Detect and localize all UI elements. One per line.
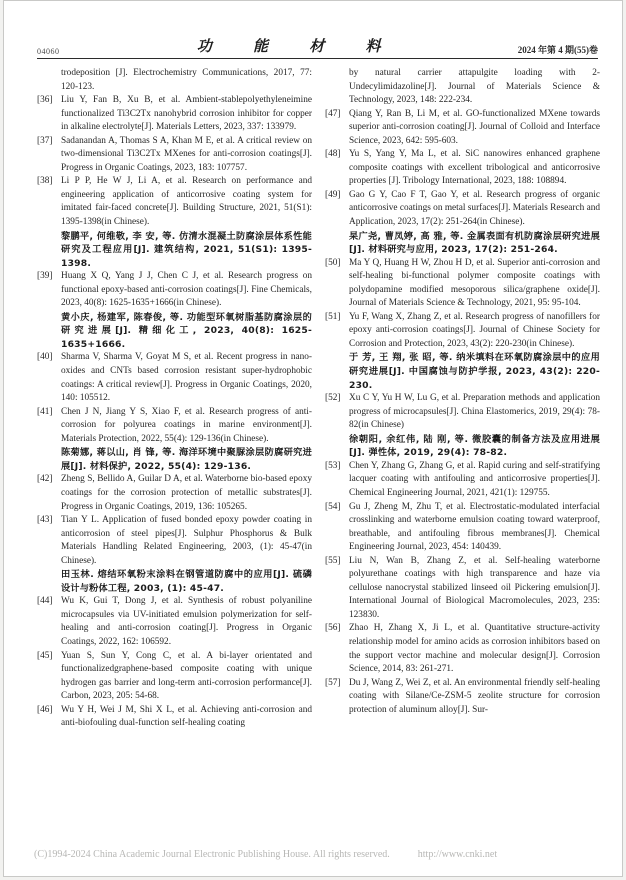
reference-number: [44] (37, 596, 53, 607)
reference-english-text: Wu Y H, Wei J M, Shi X L, et al. Achieving anti-corrosion and anti-biofouling dual-function self-healing coating (61, 704, 312, 729)
reference-number: [57] (325, 677, 341, 688)
reference-english-text: Wu K, Gui T, Dong J, et al. Synthesis of robust polyaniline microcapsules via UV-initiated emulsion polymerization for self-healing and anti-corrosion coating[J]. Progress in Organic Coatings, 2022, 162: 106592. (61, 596, 312, 647)
reference-number: [37] (37, 135, 53, 146)
reference-number: [40] (37, 352, 53, 363)
reference-body (349, 189, 600, 257)
page-footer (34, 849, 602, 860)
reference-body (349, 677, 600, 718)
reference-english-text: Sadanandan A, Thomas S A, Khan M E, et al. A critical review on two-dimensional Ti3C2Tx MXenes for anti-corrosion coatings[J]. Progress in Organic Coatings, 2023, 183: 107757. (61, 135, 312, 173)
reference-entry (37, 406, 312, 474)
reference-body (61, 175, 312, 270)
reference-body (61, 650, 312, 704)
reference-number: [38] (37, 176, 53, 187)
reference-english-text: Yuan S, Sun Y, Cong C, et al. A bi-layer orientated and functionalizedgraphene-based composite coating with unique hydrogen gas barrier and long-term anti-corrosion performance[J]. Carbon, 2023, 205: 54-68. (61, 650, 312, 702)
carryover-text: trodeposition [J]. Electrochemistry Communications, 2017, 77: 120-123. (61, 68, 312, 92)
reference-entry (325, 392, 600, 460)
reference-body (61, 514, 312, 595)
reference-english-text: Gao G Y, Cao F T, Gao Y, et al. Research progress of organic anticorrosive coatings on metal surfaces[J]. Materials Research and Application, 2023, 17(2): 251-264(in Chinese). (349, 189, 600, 228)
reference-entry (37, 351, 312, 405)
reference-entry (37, 514, 312, 595)
reference-entry (325, 148, 600, 189)
reference-body (61, 351, 312, 405)
reference-body (349, 257, 600, 311)
reference-english-text: Chen Y, Zhang G, Zhang G, et al. Rapid curing and self-stratifying lacquer coating with antifouling and anticorrosive properties[J]. Chemical Engineering Journal, 2021, 421(1): 129755. (349, 460, 600, 498)
reference-english-text: Liu Y, Fan B, Xu B, et al. Ambient-stablepolyethyleneimine functionalized Ti3C2Tx nanohybrid corrosion inhibitor for copper in alkaline electrolyte[J]. Materials Letters, 2023, 337: 133979. (61, 95, 312, 133)
issue-info: 2024 年第 4 期(55)卷 (517, 45, 598, 55)
reference-body (61, 270, 312, 351)
reference-english-text: Li P P, He W J, Li A, et al. Research on performance and engineering application of anticorrosive coating system for imitated fair-faced concrete[J]. Building Structure, 2021, 51(S1): 1395-1398(in Chinese). (61, 176, 312, 228)
reference-number: [46] (37, 704, 53, 715)
copyright-text: (C)1994-2024 China Academic Journal Electronic Publishing House. All rights reserved. (34, 849, 390, 860)
reference-body (349, 108, 600, 149)
reference-english-text: Huang X Q, Yang J J, Chen C J, et al. Research progress on functional epoxy-based anti-corrosion coatings[J]. Fine Chemicals, 2023, 40(8): 1625-1635+1666(in Chinese). (61, 271, 312, 309)
reference-number: [49] (325, 189, 341, 200)
reference-entry (325, 555, 600, 623)
reference-english-text: Chen J N, Jiang Y S, Xiao F, et al. Research progress of anti-corrosion for polyurea coatings in marine environment[J]. Materials Protection, 2022, 55(4): 129-136(in Chinese). (61, 406, 312, 444)
reference-entry (37, 94, 312, 135)
reference-body (61, 94, 312, 135)
reference-number: [51] (325, 311, 341, 322)
reference-number: [50] (325, 257, 341, 268)
reference-english-text: Gu J, Zheng M, Zhu T, et al. Electrostatic-modulated interfacial crosslinking and waterborne emulsion coating toward waterproof, breathable, and antifouling fibrous membranes[J]. Chemical Engineering Journal, 2023, 454: 140439. (349, 501, 600, 553)
reference-number: [41] (37, 406, 53, 417)
reference-body (61, 135, 312, 176)
reference-body (61, 704, 312, 731)
reference-number: [55] (325, 555, 341, 566)
reference-english-text: Du J, Wang Z, Wei Z, et al. An environmental friendly self-healing coating with Silane/Ce-ZSM-5 zeolite structure for corrosion protection of aluminum alloy[J]. Sur- (349, 677, 600, 715)
reference-body (61, 406, 312, 474)
reference-body (349, 148, 600, 189)
reference-entry (325, 257, 600, 311)
reference-chinese-text: 黄小庆, 杨建军, 陈春俊, 等. 功能型环氧树脂基防腐涂层的研究进展[J]. 精细化工, 2023, 40(8): 1625-1635+1666. (61, 311, 312, 350)
reference-body (349, 622, 600, 676)
reference-entry (325, 189, 600, 257)
reference-number: [52] (325, 393, 341, 404)
journal-title: 功 能 材 料 (196, 37, 399, 55)
reference-english-text: Liu N, Wan B, Zhang Z, et al. Self-healing waterborne polyurethane coatings with high transparence and haze via cellulose nanocrystal stabilized linseed oil Pickering emulsion[J]. International Journal of Biological Macromolecules, 2023, 235: 123830. (349, 555, 600, 620)
reference-entry (37, 175, 312, 270)
reference-chinese-text: 黎鹏平, 何维敬, 李 安, 等. 仿清水混凝土防腐涂层体系性能研究及工程应用[J]. 建筑结构, 2021, 51(S1): 1395-1398. (61, 230, 312, 269)
page-header (37, 37, 598, 59)
reference-entry (325, 108, 600, 149)
reference-english-text: Ma Y Q, Huang H W, Zhou H D, et al. Superior anti-corrosion and self-healing bi-functional polymer composite coatings with polydopamine modified mesoporous silica/graphene oxide[J]. Journal of Materials Science & Technology, 2021, 95: 95-104. (349, 257, 600, 309)
reference-chinese-text: 陈菊娜, 蒋以山, 肖 锋, 等. 海洋环境中聚脲涂层防腐研究进展[J]. 材料保护, 2022, 55(4): 129-136. (61, 447, 312, 472)
reference-entry (325, 622, 600, 676)
reference-english-text: Qiang Y, Ran B, Li M, et al. GO-functionalized MXene towards superior anti-corrosion coating[J]. Journal of Colloid and Interface Science, 2023, 642: 595-603. (349, 108, 600, 146)
reference-entry (325, 677, 600, 718)
reference-entry (325, 460, 600, 501)
reference-english-text: Tian Y L. Application of fused bonded epoxy powder coating in anticorrosion of steel pipes[J]. Sulphur Phosphorus & Bulk Materials Handling Related Engineering, 2003, (1): 45-47(in Chinese). (61, 515, 312, 566)
reference-chinese-text: 徐朝阳, 余红伟, 陆 刚, 等. 微胶囊的制备方法及应用进展[J]. 弹性体, 2019, 29(4): 78-82. (349, 433, 600, 459)
reference-number: [48] (325, 149, 341, 160)
cnki-url: http://www.cnki.net (417, 849, 498, 860)
reference-english-text: Zheng S, Bellido A, Guilar D A, et al. Waterborne bio-based epoxy coatings for the corrosion protection of metallic substrates[J]. Progress in Organic Coatings, 2019, 136: 105265. (61, 474, 312, 512)
reference-entry (325, 501, 600, 555)
left-column (37, 67, 312, 731)
reference-number: [45] (37, 650, 53, 661)
reference-english-text: Yu F, Wang X, Zhang Z, et al. Research progress of nanofillers for epoxy anti-corrosion coatings[J]. Journal of Chinese Society for Corrosion and Protection, 2023, 43(2): 220-230(in Chinese). (349, 311, 600, 349)
reference-number: [36] (37, 95, 53, 106)
reference-entry (37, 473, 312, 514)
reference-number: [47] (325, 108, 341, 119)
reference-number: [42] (37, 474, 53, 485)
reference-body (349, 311, 600, 392)
reference-english-text: Zhao H, Zhang X, Ji L, et al. Quantitative structure-activity relationship model for amino acids as corrosion inhibitors based on the support vector machine and molecular design[J]. Corrosion Science, 2014, 83: 261-271. (349, 623, 600, 675)
reference-number: [39] (37, 271, 53, 282)
reference-entry (37, 650, 312, 704)
right-column (325, 67, 600, 731)
carryover-text: by natural carrier attapulgite loading with 2-Undecylimidazoline[J]. Journal of Materials Science & Technology, 2023, 148: 222-234. (349, 68, 600, 106)
reference-entry (37, 704, 312, 731)
reference-chinese-text: 杲广尧, 曹凤婷, 高 雅, 等. 金属表面有机防腐涂层研究进展[J]. 材料研究与应用, 2023, 17(2): 251-264. (349, 230, 600, 256)
reference-body (61, 595, 312, 649)
reference-body (61, 473, 312, 514)
journal-page (3, 0, 623, 877)
reference-number: [54] (325, 501, 341, 512)
page-number: 04060 (37, 47, 60, 56)
reference-body (349, 501, 600, 555)
reference-number: [56] (325, 623, 341, 634)
reference-english-text: Yu S, Yang Y, Ma L, et al. SiC nanowires enhanced graphene composite coatings with excellent tribological and anticorrosive properties [J]. Tribology International, 2023, 188: 108894. (349, 149, 600, 187)
reference-entry (37, 135, 312, 176)
references-body (37, 67, 600, 731)
reference-body (349, 392, 600, 460)
reference-entry (325, 311, 600, 392)
reference-body (349, 460, 600, 501)
reference-entry (37, 270, 312, 351)
reference-number: [43] (37, 515, 53, 526)
reference-entry (37, 595, 312, 649)
reference-number: [53] (325, 460, 341, 471)
reference-english-text: Xu C Y, Yu H W, Lu G, et al. Preparation methods and application progress of microcapsules[J]. China Elastomerics, 2019, 29(4): 78-82(in Chinese) (349, 393, 600, 431)
reference-body (349, 555, 600, 623)
reference-english-text: Sharma V, Sharma V, Goyat M S, et al. Recent progress in nano-oxides and CNTs based corrosion resistant super-hydrophobic coatings: A critical review[J]. Progress in Organic Coatings, 2020, 140: 105512. (61, 352, 312, 404)
reference-chinese-text: 于 芳, 王 翔, 张 昭, 等. 纳米填料在环氧防腐涂层中的应用研究进展[J]. 中国腐蚀与防护学报, 2023, 43(2): 220-230. (349, 352, 600, 391)
reference-chinese-text: 田玉林. 熔结环氧粉末涂料在钢管道防腐中的应用[J]. 硫磷设计与粉体工程, 2003, (1): 45-47. (61, 569, 312, 594)
